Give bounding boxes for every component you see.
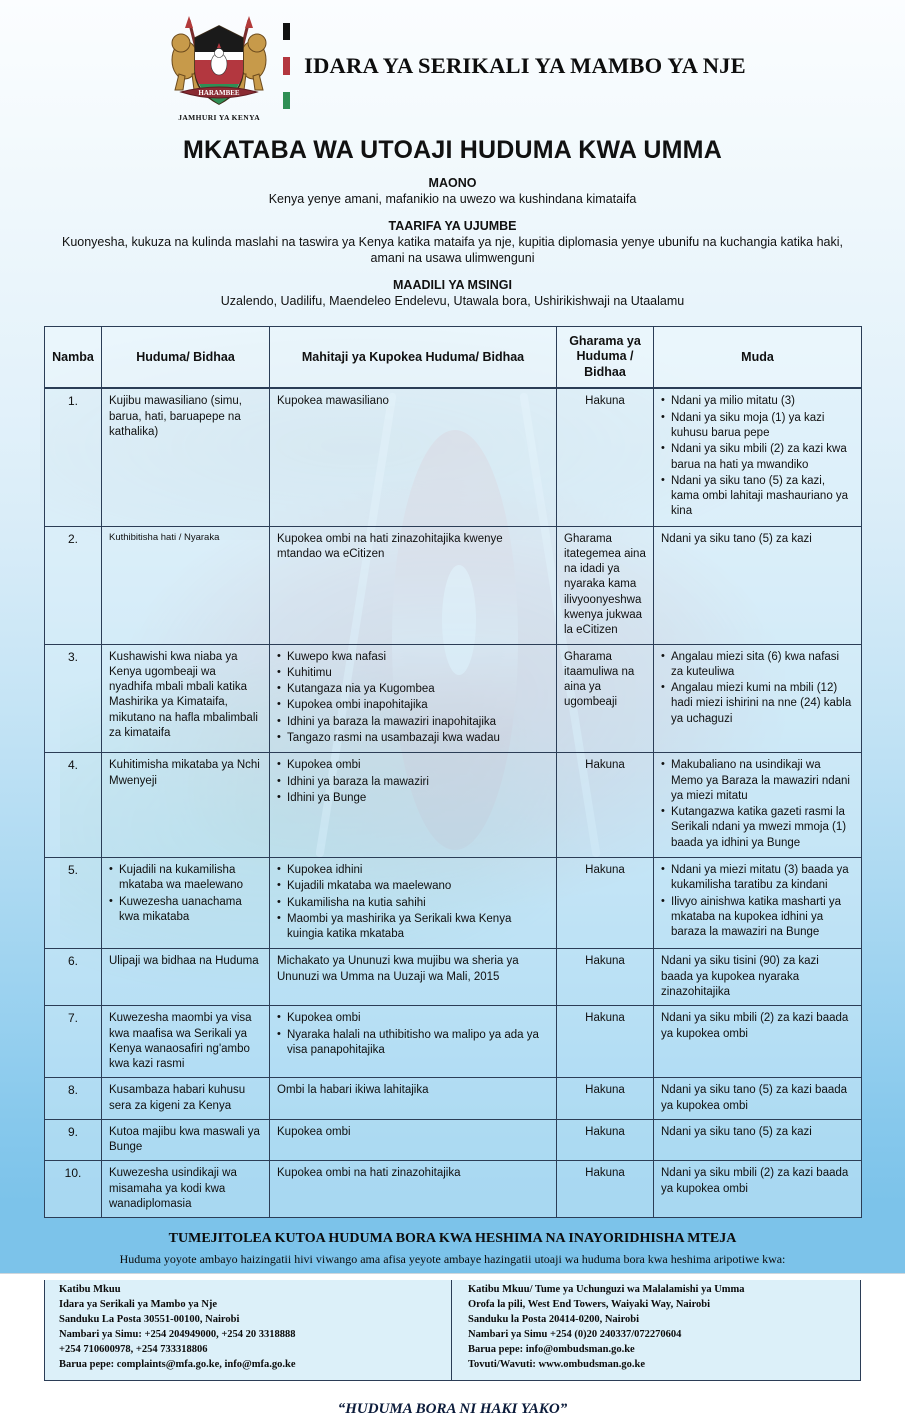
ombudsman-contact-line: Katibu Mkuu/ Tume ya Uchunguzi wa Malalamishi ya Umma — [468, 1284, 745, 1296]
service-text: Kujibu mawasiliano (simu, barua, hati, baruapepe na kathalika) — [109, 395, 242, 438]
time-list — [661, 394, 854, 519]
cell-cost — [557, 1006, 654, 1078]
requirement-list — [277, 863, 549, 942]
ombudsman-contact-line: Sanduku la Posta 20414-0200, Nairobi — [468, 1314, 640, 1326]
service-text: Kuwezesha maombi ya visa kwa maafisa wa Serikali ya Kenya wanaosafiri ng'ambo kwa kazi rasmi — [109, 1012, 252, 1071]
cost-text: Hakuna — [585, 1012, 625, 1025]
organization-title: IDARA YA SERIKALI YA MAMBO YA NJE — [304, 53, 746, 78]
requirement-line: Kupokea ombi na hati zinazohitajika kwenye mtandao wa eCitizen — [277, 532, 503, 560]
cell-cost — [557, 526, 654, 644]
table-row — [45, 644, 862, 753]
cell-cost — [557, 644, 654, 753]
requirement-item: • Idhini ya baraza la mawaziri — [277, 775, 549, 790]
cell-number: 6. — [45, 949, 102, 1006]
time-line: Ndani ya siku tano (5) za kazi baada ya kupokea ombi — [661, 1084, 848, 1112]
requirement-item: • Kuwepo kwa nafasi — [277, 650, 549, 665]
requirement-list — [277, 1011, 549, 1058]
cell-time — [654, 949, 862, 1006]
requirement-item: • Kuhitimu — [277, 666, 549, 681]
column-header-service: Huduma/ Bidhaa — [102, 326, 270, 388]
cell-number: 3. — [45, 644, 102, 753]
cell-requirements — [270, 644, 557, 753]
column-header-cost-line2: Huduma / Bidhaa — [576, 349, 634, 379]
ministry-contact-line: Katibu Mkuu — [59, 1284, 121, 1296]
cell-time — [654, 388, 862, 526]
cell-service — [102, 644, 270, 753]
cell-time — [654, 1119, 862, 1161]
requirement-item: • Kukamilisha na kutia sahihi — [277, 896, 549, 911]
cost-text: Hakuna — [585, 1125, 625, 1138]
requirement-line: Kupokea ombi na hati zinazohitajika — [277, 1167, 461, 1180]
cell-service — [102, 753, 270, 858]
service-text: Kushawishi kwa niaba ya Kenya ugombeaji wa nyadhifa mbali mbali katika Mashirika ya Kimataifa, mikutano na hafla mbalimbali za kimataifa — [109, 650, 258, 739]
vision-text: Kenya yenye amani, mafanikio na uwezo wa kushindana kimataifa — [268, 192, 637, 206]
cell-cost — [557, 753, 654, 858]
cell-requirements — [270, 1078, 557, 1120]
flag-bar-red — [283, 57, 290, 74]
cost-text: Gharama itategemea aina na idadi ya nyaraka kama ilivyoonyeshwa kwenya jukwaa la eCitizen — [564, 532, 646, 637]
mission-text: Kuonyesha, kukuza na kulinda maslahi na taswira ya Kenya katika mataifa ya nje, kupitia diplomasia yenye ubunifu na kuchangia katika haki, amani na usawa ulimwenguni — [61, 234, 844, 266]
table-row — [45, 1006, 862, 1078]
cell-cost — [557, 1161, 654, 1218]
cell-requirements — [270, 1006, 557, 1078]
flag-bar-black — [283, 23, 290, 40]
table-row — [45, 949, 862, 1006]
time-item: • Angalau miezi sita (6) kwa nafasi za kuteuliwa — [661, 650, 854, 681]
table-row — [45, 1119, 862, 1161]
table-body — [45, 388, 862, 1217]
cell-time — [654, 1078, 862, 1120]
coat-of-arms-svg — [159, 12, 279, 112]
cost-text: Hakuna — [585, 955, 625, 968]
kenya-coat-of-arms-icon — [159, 12, 279, 120]
flag-bar-gap-2 — [283, 75, 290, 92]
page-header — [0, 0, 905, 122]
time-list — [661, 863, 854, 940]
table-row — [45, 857, 862, 948]
vision-heading: MAONO — [428, 176, 477, 190]
values-text: Uzalendo, Uadilifu, Maendeleo Endelevu, Utawala bora, Ushirikishwaji na Utaalamu — [220, 293, 685, 308]
service-item: • Kuwezesha uanachama kwa mikataba — [109, 895, 262, 926]
requirement-item: • Kutangaza nia ya Kugombea — [277, 682, 549, 697]
cell-requirements — [270, 1161, 557, 1218]
table-row — [45, 1161, 862, 1218]
cell-time — [654, 753, 862, 858]
requirement-line: Ombi la habari ikiwa lahitajika — [277, 1084, 429, 1097]
service-charter-table-wrapper — [44, 326, 861, 1219]
time-item: • Ndani ya siku tano (5) za kazi, kama ombi lahitaji mashauriano ya kina — [661, 474, 854, 520]
ministry-contact-line: +254 710600978, +254 733318806 — [59, 1343, 208, 1355]
flag-bar-gap-1 — [283, 40, 290, 57]
time-line: Ndani ya siku mbili (2) za kazi baada ya kupokea ombi — [661, 1167, 849, 1195]
requirement-list — [277, 650, 549, 747]
service-text: Ulipaji wa bidhaa na Huduma — [109, 955, 259, 968]
requirement-line: Michakato ya Ununuzi kwa mujibu wa sheria ya Ununuzi wa Umma na Uuzaji wa Mali, 2015 — [277, 955, 519, 983]
requirement-item: • Nyaraka halali na uthibitisho wa malipo ya ada ya visa panapohitajika — [277, 1028, 549, 1059]
time-list — [661, 650, 854, 727]
cell-requirements — [270, 388, 557, 526]
mission-heading: TAARIFA YA UJUMBE — [388, 218, 517, 233]
time-item: • Angalau miezi kumi na mbili (12) hadi miezi ishirini na nne (24) kabla ya uchaguzi — [661, 681, 854, 727]
cell-number: 4. — [45, 753, 102, 858]
ministry-contact-line: Barua pepe: complaints@mfa.go.ke, info@mfa.go.ke — [59, 1358, 296, 1370]
service-text: Kuthibitisha hati / Nyaraka — [109, 531, 220, 543]
contact-row — [44, 1276, 861, 1380]
bottom-bar — [0, 1273, 905, 1280]
time-line: Ndani ya siku mbili (2) za kazi baada ya kupokea ombi — [661, 1012, 849, 1040]
cell-time — [654, 1006, 862, 1078]
cell-service — [102, 526, 270, 644]
requirement-item: • Kujadili mkataba wa maelewano — [277, 879, 549, 894]
cell-number: 7. — [45, 1006, 102, 1078]
cost-text: Gharama itaamuliwa na aina ya ugombeaji — [564, 650, 635, 709]
time-item: • Ndani ya siku mbili (2) za kazi kwa barua na hati ya mwandiko — [661, 442, 854, 473]
cell-requirements — [270, 1119, 557, 1161]
pledge-subtext: Huduma yoyote ambayo haizingatii hivi viwango ama afisa yeyote ambaye hazingatii utoaji wa huduma bora kwa heshima aripotiwe kwa: — [119, 1252, 786, 1267]
cell-service — [102, 1119, 270, 1161]
cell-service — [102, 388, 270, 526]
service-text: Kuwezesha usindikaji wa misamaha ya kodi kwa wanadiplomasia — [109, 1167, 237, 1211]
kenya-flag-bar-icon — [283, 23, 290, 109]
service-list — [109, 863, 262, 925]
contact-box-ombudsman — [451, 1277, 860, 1379]
cell-service — [102, 949, 270, 1006]
crest-caption: JAMHURI YA KENYA — [178, 113, 261, 122]
service-text: Kuhitimisha mikataba ya Nchi Mwenyeji — [109, 759, 260, 787]
cost-text: Hakuna — [585, 395, 625, 408]
cell-requirements — [270, 857, 557, 948]
footer-tagline: “HUDUMA BORA NI HAKI YAKO” — [337, 1400, 568, 1417]
service-item: • Kujadili na kukamilisha mkataba wa maelewano — [109, 863, 262, 894]
column-header-requirements: Mahitaji ya Kupokea Huduma/ Bidhaa — [270, 326, 557, 388]
cell-requirements — [270, 949, 557, 1006]
column-header-time: Muda — [654, 326, 862, 388]
column-header-cost-line1: Gharama ya — [569, 333, 641, 348]
ombudsman-contact-line: Nambari ya Simu +254 (0)20 240337/072270604 — [468, 1329, 682, 1341]
cell-service — [102, 1161, 270, 1218]
table-row — [45, 388, 862, 526]
requirement-line: Kupokea mawasiliano — [277, 395, 389, 408]
ministry-contact-line: Idara ya Serikali ya Mambo ya Nje — [59, 1299, 218, 1311]
cell-number: 10. — [45, 1161, 102, 1218]
cell-requirements — [270, 753, 557, 858]
requirement-item: • Idhini ya Bunge — [277, 791, 549, 806]
column-header-number: Namba — [45, 326, 102, 388]
contact-box-ministry — [45, 1277, 451, 1379]
service-charter-table — [44, 326, 862, 1219]
table-header-row — [45, 326, 862, 388]
column-header-cost — [557, 326, 654, 388]
pledge-heading: TUMEJITOLEA KUTOA HUDUMA BORA KWA HESHIMA NA INAYORIDHISHA MTEJA — [168, 1231, 737, 1247]
table-row — [45, 753, 862, 858]
ombudsman-contact-line: Barua pepe: info@ombudsman.go.ke — [468, 1343, 635, 1355]
requirement-item: • Kupokea ombi inapohitajika — [277, 698, 549, 713]
time-line: Ndani ya siku tano (5) za kazi — [661, 532, 812, 545]
cell-time — [654, 644, 862, 753]
harambee-motto-text: HARAMBEE — [198, 89, 240, 97]
cell-number: 1. — [45, 388, 102, 526]
time-line: Ndani ya siku tisini (90) za kazi baada ya kupokea nyaraka zinazohitajika — [661, 955, 819, 998]
table-row — [45, 1078, 862, 1120]
cell-service — [102, 1006, 270, 1078]
cell-number: 9. — [45, 1119, 102, 1161]
cell-requirements — [270, 526, 557, 644]
table-row — [45, 526, 862, 644]
cell-cost — [557, 1078, 654, 1120]
cell-time — [654, 857, 862, 948]
ombudsman-contact-line: Tovuti/Wavuti: www.ombudsman.go.ke — [468, 1358, 645, 1370]
requirement-line: Kupokea ombi — [277, 1125, 351, 1138]
ministry-contact-line: Nambari ya Simu: +254 204949000, +254 20 3318888 — [59, 1329, 296, 1341]
ministry-contact-line: Sanduku La Posta 30551-00100, Nairobi — [59, 1314, 240, 1326]
cell-number: 8. — [45, 1078, 102, 1120]
time-item: • Ndani ya milio mitatu (3) — [661, 394, 854, 409]
requirement-item: • Idhini ya baraza la mawaziri inapohitajika — [277, 715, 549, 730]
cell-service — [102, 1078, 270, 1120]
cell-number: 2. — [45, 526, 102, 644]
document-title: MKATABA WA UTOAJI HUDUMA KWA UMMA — [183, 136, 722, 164]
cell-number: 5. — [45, 857, 102, 948]
cell-cost — [557, 857, 654, 948]
time-list — [661, 758, 854, 851]
cost-text: Hakuna — [585, 863, 625, 876]
service-text: Kutoa majibu kwa maswali ya Bunge — [109, 1125, 260, 1154]
cost-text: Hakuna — [585, 1084, 625, 1097]
time-item: • Kutangazwa katika gazeti rasmi la Serikali ndani ya mwezi mmoja (1) baada ya idhini ya Bunge — [661, 805, 854, 851]
ombudsman-contact-line: Orofa la pili, West End Towers, Waiyaki Way, Nairobi — [468, 1299, 711, 1311]
cost-text: Hakuna — [585, 1167, 625, 1180]
time-item: • Ilivyo ainishwa katika masharti ya mkataba na kupokea idhini ya baraza la mawaziri na Bunge — [661, 895, 854, 941]
requirement-item: • Tangazo rasmi na usambazaji kwa wadau — [277, 731, 549, 746]
flag-bar-green — [283, 92, 290, 109]
time-item: • Makubaliano na usindikaji wa Memo ya Baraza la mawaziri ndani ya miezi mitatu — [661, 758, 854, 804]
cell-time — [654, 1161, 862, 1218]
cell-time — [654, 526, 862, 644]
values-heading: MAADILI YA MSINGI — [393, 277, 512, 292]
requirement-item: • Maombi ya mashirika ya Serikali kwa Kenya kuingia katika mkataba — [277, 912, 549, 943]
time-line: Ndani ya siku tano (5) za kazi — [661, 1125, 812, 1138]
requirement-item: • Kupokea idhini — [277, 863, 549, 878]
requirement-list — [277, 758, 549, 806]
time-item: • Ndani ya siku moja (1) ya kazi kuhusu barua pepe — [661, 411, 854, 442]
service-text: Kusambaza habari kuhusu sera za kigeni za Kenya — [109, 1084, 246, 1112]
requirement-item: • Kupokea ombi — [277, 1011, 549, 1026]
requirement-item: • Kupokea ombi — [277, 758, 549, 773]
cost-text: Hakuna — [585, 759, 625, 772]
cell-cost — [557, 1119, 654, 1161]
cell-service — [102, 857, 270, 948]
time-item: • Ndani ya miezi mitatu (3) baada ya kukamilisha taratibu za kindani — [661, 863, 854, 894]
cell-cost — [557, 949, 654, 1006]
cell-cost — [557, 388, 654, 526]
